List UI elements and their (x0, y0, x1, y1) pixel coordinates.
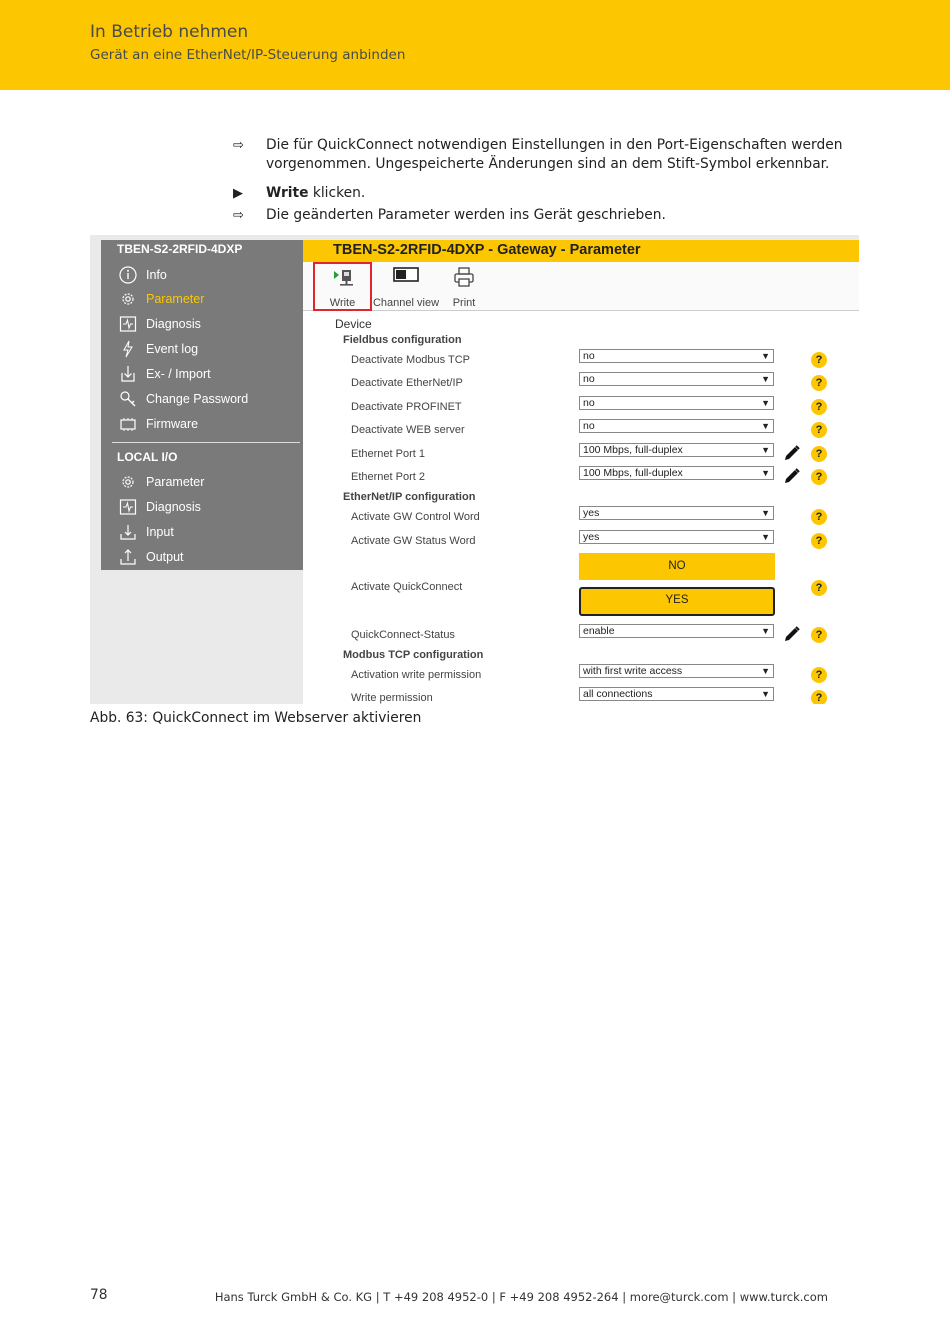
param-label: Ethernet Port 1 (351, 448, 425, 460)
help-icon[interactable]: ? (811, 422, 827, 438)
help-icon[interactable]: ? (811, 509, 827, 525)
output-icon (117, 548, 139, 566)
help-icon[interactable]: ? (811, 667, 827, 683)
toggle-icon (393, 267, 419, 283)
help-icon[interactable]: ? (811, 446, 827, 462)
quickconnect-yes-button[interactable]: YES (579, 587, 775, 616)
chevron-down-icon: ▼ (761, 445, 770, 455)
param-label: QuickConnect-Status (351, 629, 455, 641)
diagnosis-icon (117, 315, 139, 333)
printer-icon (454, 267, 474, 287)
channel-view-button[interactable]: Channel view (371, 262, 441, 310)
pencil-icon (783, 467, 801, 485)
param-label: Activate GW Status Word (351, 535, 476, 547)
panel-title: TBEN-S2-2RFID-4DXP - Gateway - Parameter (333, 242, 641, 258)
write-button[interactable]: Write (315, 262, 370, 310)
param-label: Deactivate EtherNet/IP (351, 377, 463, 389)
section-device: Device (335, 317, 372, 331)
chevron-down-icon: ▼ (761, 508, 770, 518)
deactivate-webserver-select[interactable]: no ▼ (579, 419, 774, 433)
sidebar-device-title: TBEN-S2-2RFID-4DXP (117, 242, 243, 256)
info-icon (117, 266, 139, 284)
sidebar (101, 240, 303, 570)
write-permission-activation-select[interactable]: with first write access ▼ (579, 664, 774, 678)
sidebar-item-local-diagnosis[interactable]: Diagnosis (117, 496, 297, 518)
sidebar-item-input[interactable]: Input (117, 521, 297, 543)
param-label: Deactivate WEB server (351, 424, 465, 436)
key-icon (117, 390, 139, 408)
lightning-icon (117, 340, 139, 358)
instruction-text: klicken. (308, 185, 366, 201)
diagnosis-icon (117, 498, 139, 516)
param-label: Write permission (351, 692, 433, 704)
param-label: Activation write permission (351, 669, 482, 681)
sidebar-item-change-password[interactable]: Change Password (117, 388, 297, 410)
deactivate-modbus-select[interactable]: no ▼ (579, 349, 774, 363)
sidebar-item-local-parameter[interactable]: Parameter (117, 471, 297, 493)
instruction-bold: Write (266, 185, 309, 201)
fieldbus-heading: Fieldbus configuration (343, 334, 462, 346)
section-subtitle: Gerät an eine EtherNet/IP-Steuerung anbinden (90, 47, 406, 63)
print-button[interactable]: Print (446, 262, 482, 310)
chevron-down-icon: ▼ (761, 468, 770, 478)
input-icon (117, 523, 139, 541)
toolbar (303, 262, 859, 311)
param-label: Activate GW Control Word (351, 511, 480, 523)
param-label: Deactivate PROFINET (351, 401, 462, 413)
page-number: 78 (90, 1287, 108, 1303)
deactivate-profinet-select[interactable]: no ▼ (579, 396, 774, 410)
help-icon[interactable]: ? (811, 690, 827, 704)
chevron-down-icon: ▼ (761, 626, 770, 636)
figure-caption: Abb. 63: QuickConnect im Webserver aktivieren (90, 710, 422, 726)
page-header (0, 0, 950, 90)
pencil-icon (783, 625, 801, 643)
sidebar-divider (112, 442, 300, 443)
import-icon (117, 365, 139, 383)
param-label: Activate QuickConnect (351, 581, 463, 593)
write-permission-select[interactable]: all connections ▼ (579, 687, 774, 701)
webserver-screenshot (90, 235, 859, 704)
param-label: Ethernet Port 2 (351, 471, 425, 483)
gw-control-word-select[interactable]: yes ▼ (579, 506, 774, 520)
instruction-result-2 (233, 206, 843, 225)
deactivate-ethernetip-select[interactable]: no ▼ (579, 372, 774, 386)
instruction-text: Die geänderten Parameter werden ins Gerät geschrieben. (266, 207, 666, 223)
sidebar-local-title: LOCAL I/O (117, 450, 178, 464)
result-arrow-icon: ⇨ (233, 208, 244, 223)
write-icon (333, 267, 353, 287)
gear-icon (117, 290, 139, 308)
parameter-panel (303, 240, 859, 704)
result-arrow-icon: ⇨ (233, 138, 244, 153)
chevron-down-icon: ▼ (761, 421, 770, 431)
param-label: Deactivate Modbus TCP (351, 354, 471, 366)
help-icon[interactable]: ? (811, 627, 827, 643)
gw-status-word-select[interactable]: yes ▼ (579, 530, 774, 544)
help-icon[interactable]: ? (811, 375, 827, 391)
chevron-down-icon: ▼ (761, 666, 770, 676)
sidebar-item-diagnosis[interactable]: Diagnosis (117, 313, 297, 335)
help-icon[interactable]: ? (811, 469, 827, 485)
ethernet-port1-select[interactable]: 100 Mbps, full-duplex ▼ (579, 443, 774, 457)
chapter-title: In Betrieb nehmen (90, 22, 249, 42)
quickconnect-no-button[interactable]: NO (579, 553, 775, 580)
step-triangle-icon: ▶ (233, 186, 243, 201)
instruction-step (233, 184, 843, 203)
sidebar-item-info[interactable]: Info (117, 264, 297, 286)
ethernetip-heading: EtherNet/IP configuration (343, 491, 476, 503)
instruction-text: Die für QuickConnect notwendigen Einstellungen in den Port-Eigenschaften werden vorgenommen. Ungespeicherte Änderungen sind an dem Stift-Symbol erkennbar. (266, 137, 843, 172)
ethernet-port2-select[interactable]: 100 Mbps, full-duplex ▼ (579, 466, 774, 480)
chip-icon (117, 415, 139, 433)
modbus-heading: Modbus TCP configuration (343, 649, 484, 661)
help-icon[interactable]: ? (811, 580, 827, 596)
instruction-result-1 (233, 136, 843, 174)
chevron-down-icon: ▼ (761, 532, 770, 542)
quickconnect-status-select[interactable]: enable ▼ (579, 624, 774, 638)
sidebar-item-ex-import[interactable]: Ex- / Import (117, 363, 297, 385)
footer-contact: Hans Turck GmbH & Co. KG | T +49 208 4952-0 | F +49 208 4952-264 | more@turck.com | www.turck.com (214, 1290, 828, 1304)
gear-icon (117, 473, 139, 491)
help-icon[interactable]: ? (811, 399, 827, 415)
pencil-icon (783, 444, 801, 462)
sidebar-item-output[interactable]: Output (117, 546, 297, 568)
chevron-down-icon: ▼ (761, 398, 770, 408)
help-icon[interactable]: ? (811, 352, 827, 368)
panel-title-bar (303, 240, 859, 262)
chevron-down-icon: ▼ (761, 351, 770, 361)
help-icon[interactable]: ? (811, 533, 827, 549)
chevron-down-icon: ▼ (761, 689, 770, 699)
sidebar-item-parameter[interactable]: Parameter (117, 288, 297, 310)
sidebar-item-firmware[interactable]: Firmware (117, 413, 297, 435)
sidebar-item-event-log[interactable]: Event log (117, 338, 297, 360)
chevron-down-icon: ▼ (761, 374, 770, 384)
